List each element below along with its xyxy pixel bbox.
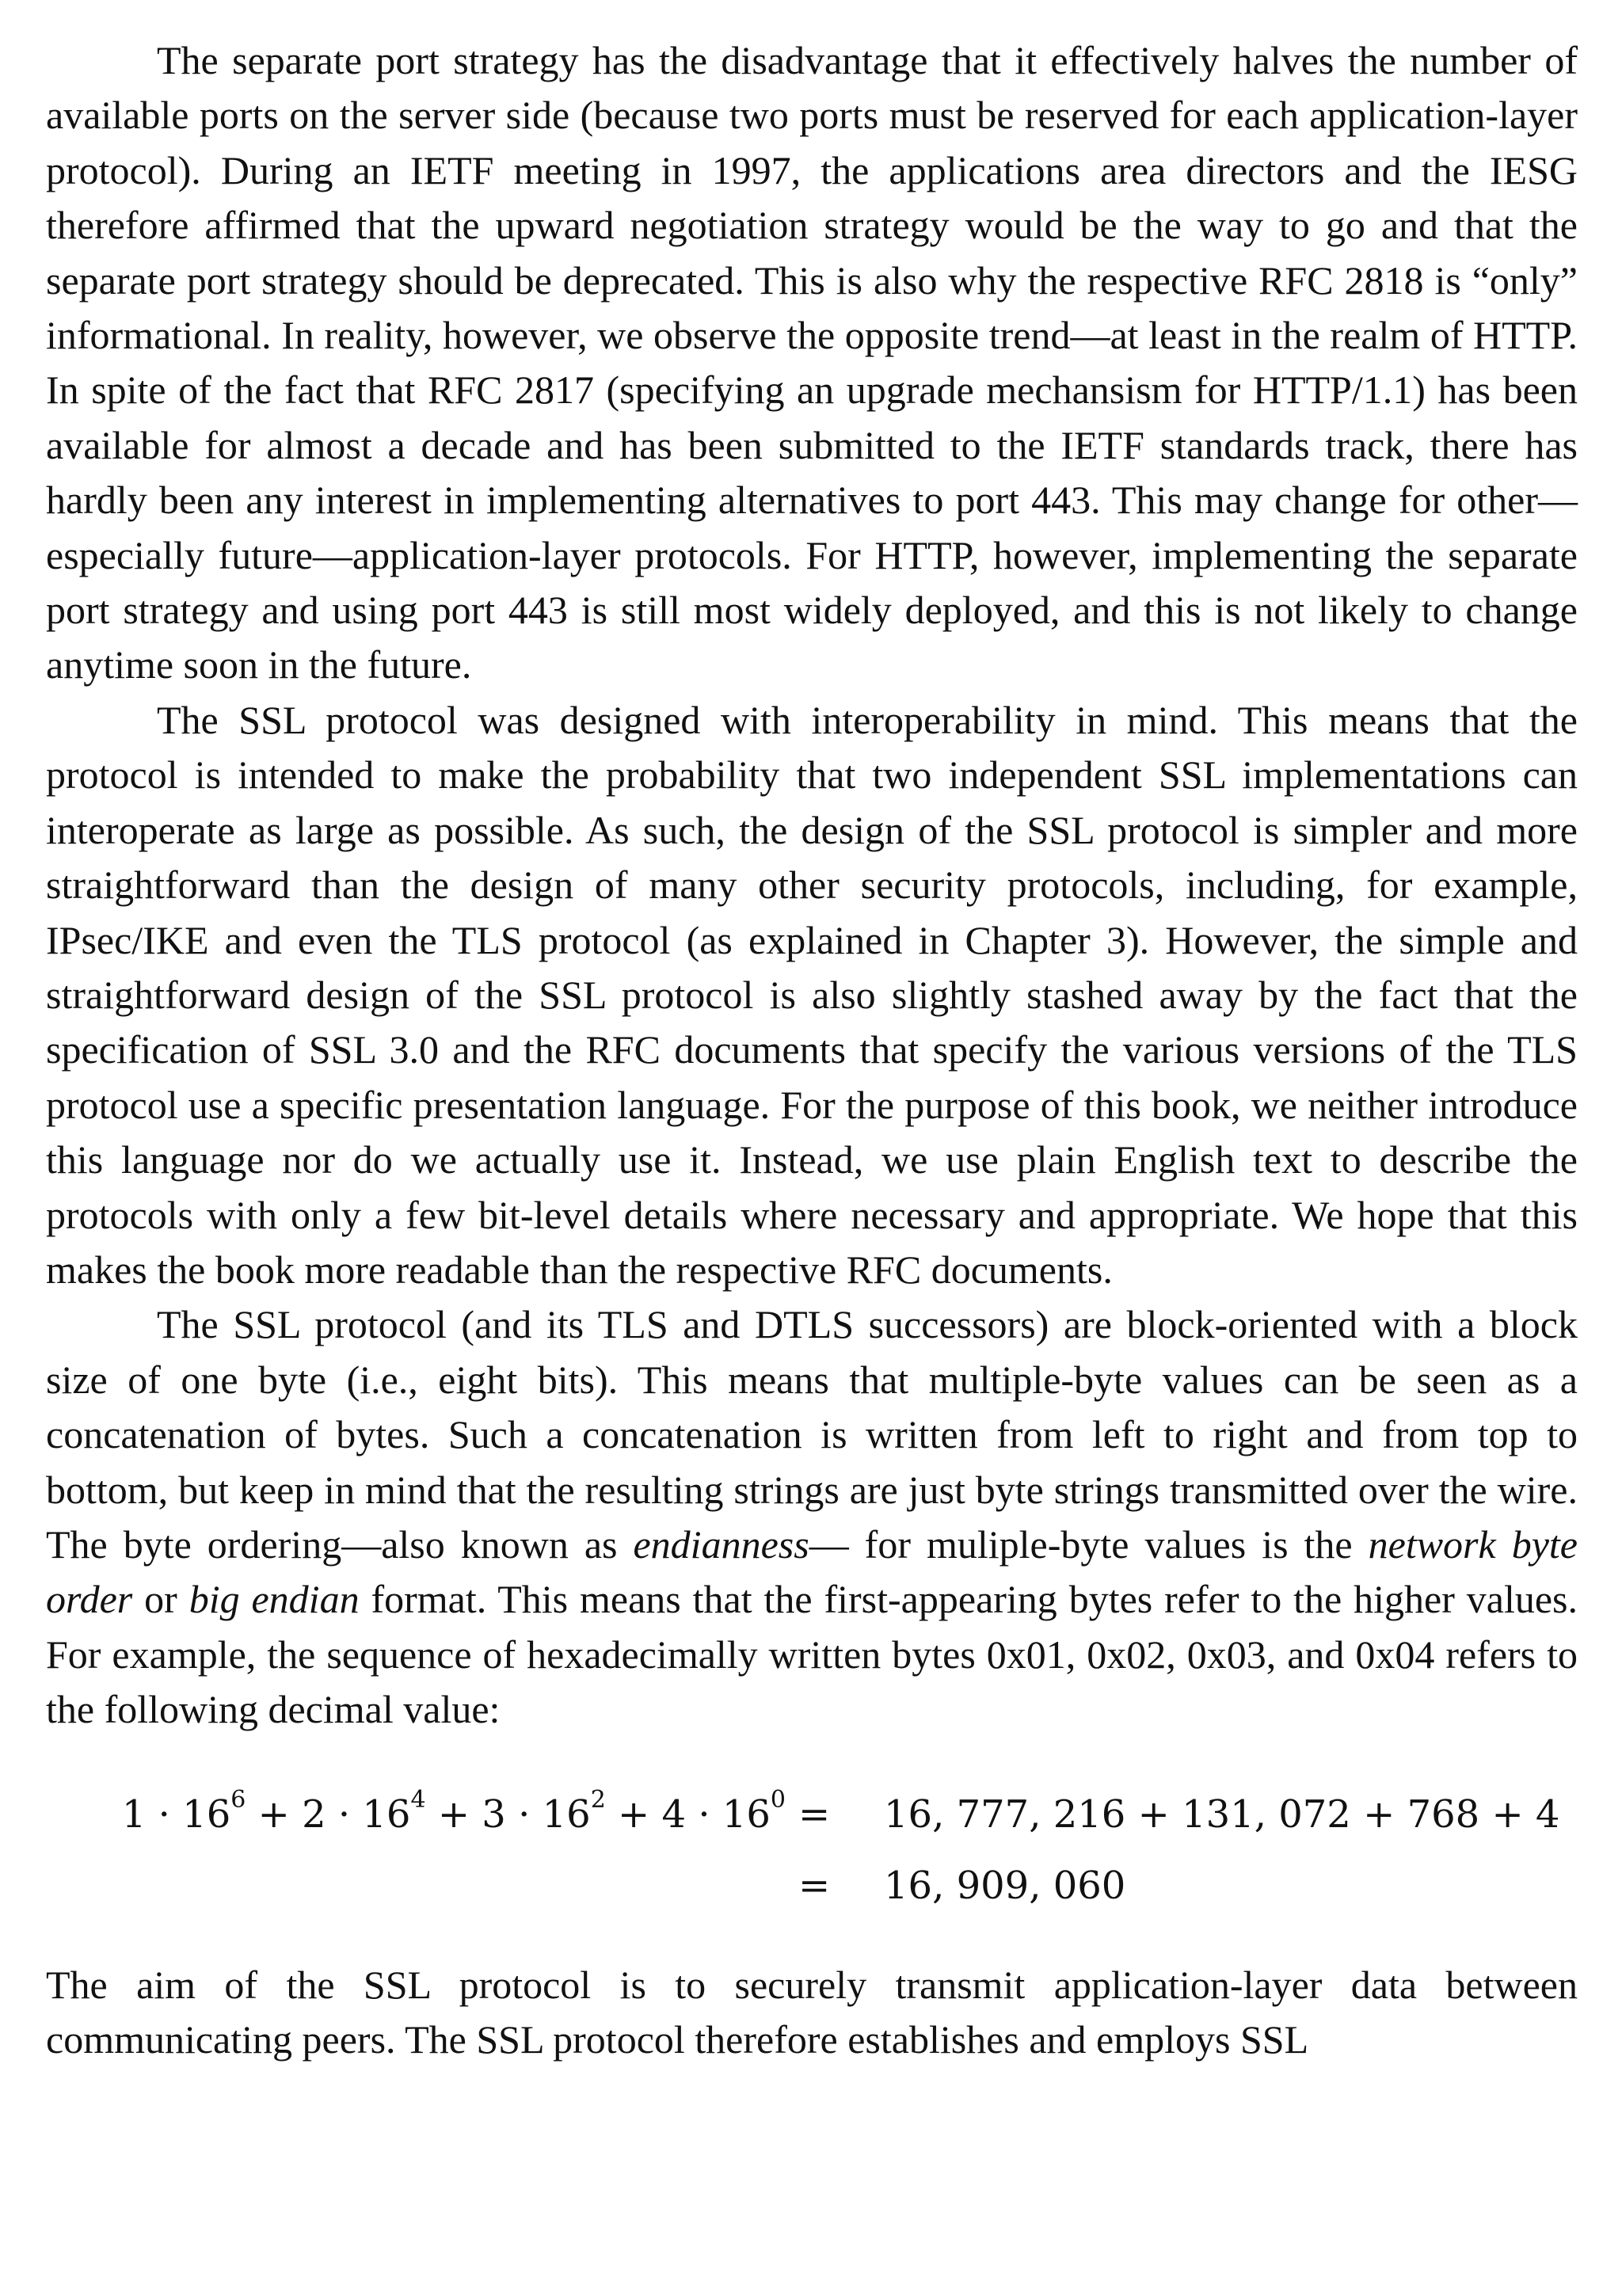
equation-exponent: 2 <box>590 1785 606 1814</box>
equation-exponent: 4 <box>410 1785 426 1814</box>
paragraph-text-segment: format. This means that the first-appearing bytes refer to the higher values. For example, the sequence of hexadecimally written bytes 0x01, 0x02, 0x03, and 0x04 refers to the following decimal value: <box>46 1577 1578 1732</box>
equals-sign: = <box>798 1863 831 1908</box>
paragraph-separate-port-strategy: The separate port strategy has the disadvantage that it effectively halves the number of available ports on the server side (because two ports must be reserved for each application-layer protocol). During an IETF meeting in 1997, the applications area directors and the IESG therefore affirmed that the upward negotiation strategy would be the way to go and that the separate port strategy should be deprecated. This is also why the respective RFC 2818 is “only” informational. In reality, however, we observe the opposite trend—at least in the realm of HTTP. In spite of the fact that RFC 2817 (specifying an upgrade mechansism for HTTP/1.1) has been available for almost a decade and has been submitted to the IETF standards track, there has hardly been any interest in implementing alternatives to port 443. This may change for other—especially future—application-layer protocols. For HTTP, however, implementing the separate port strategy and using port 443 is still most widely deployed, and this is not likely to change anytime soon in the future. <box>46 38 1578 687</box>
equation-term: + 2 · 16 <box>246 1791 411 1837</box>
equals-sign: = <box>798 1791 831 1837</box>
paragraph-aim-of-ssl: The aim of the SSL protocol is to securely transmit application-layer data between communicating peers. The SSL protocol therefore establishes and employs SSL <box>46 1962 1578 2062</box>
paragraph-text-segment: or <box>132 1577 189 1622</box>
paragraph-interoperability: The SSL protocol was designed with interoperability in mind. This means that the protocol is intended to make the probability that two independent SSL implementations can interoperate as large as possible. As such, the design of the SSL protocol is simpler and more straightforward than the design of many other security protocols, including, for example, IPsec/IKE and even the TLS protocol (as explained in Chapter 3). However, the simple and straightforward design of the SSL protocol is also slightly stashed away by the fact that the specification of SSL 3.0 and the RFC documents that specify the various versions of the TLS protocol use a specific presentation language. For the purpose of this book, we neither introduce this language nor do we actually use it. Instead, we use plain English text to describe the protocols with only a few bit-level details where necessary and appropriate. We hope that this makes the book more readable than the respective RFC documents. <box>46 697 1578 1292</box>
equation-block <box>46 1738 1578 1958</box>
equation-term: 1 · 16 <box>121 1791 231 1837</box>
term-big-endian: big endian <box>188 1577 360 1622</box>
paragraph-text-segment: The SSL protocol (and its TLS and DTLS successors) are block-oriented with a block size of one byte (i.e., eight bits). This means that multiple-byte values can be seen as a concatenation of bytes. Such a concatenation is written from left to right and from top to bottom, but keep in mind that the resulting strings are just byte strings transmitted over the wire. The byte ordering—also known as <box>46 1302 1578 1567</box>
equation-exponent: 0 <box>770 1785 786 1814</box>
equation-rhs-sum: 16, 777, 216 + 131, 072 + 768 + 4 <box>884 1791 1560 1837</box>
equation-term: + 3 · 16 <box>425 1791 591 1837</box>
equation-lhs <box>122 1779 786 1850</box>
paragraph-byte-ordering <box>46 1297 1578 1737</box>
equation-exponent: 6 <box>230 1785 246 1814</box>
paragraph-text-segment: — for muliple-byte values is the <box>809 1521 1369 1567</box>
equation-term: + 4 · 16 <box>605 1791 771 1837</box>
term-endianness: endianness <box>633 1521 809 1567</box>
document-page <box>46 33 1578 2067</box>
term-network-byte-order: network byte order <box>46 1521 1578 1622</box>
equation-row-1 <box>46 1779 1578 1850</box>
equation-row-2 <box>46 1850 1578 1921</box>
equation-rhs-result: 16, 909, 060 <box>884 1863 1126 1908</box>
